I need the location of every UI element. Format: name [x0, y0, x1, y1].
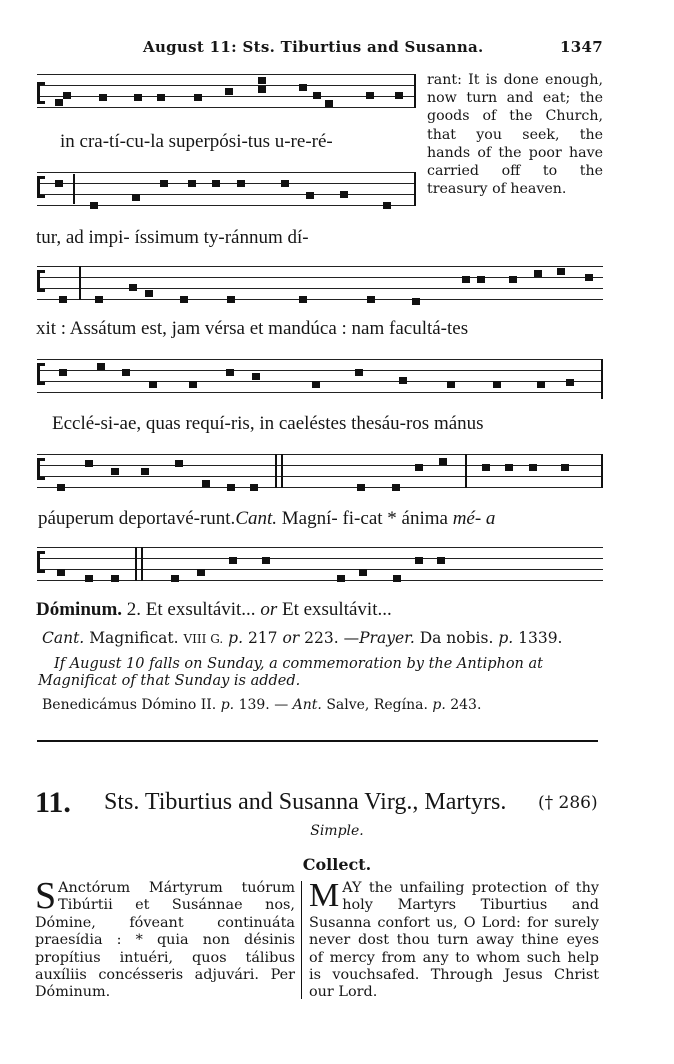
latin-initial: S	[35, 875, 57, 917]
latin-text: Anctórum Mártyrum tuórum Tibúrtii et Susánnae nos, Dómine, fóveant continuáta praesídia : * quia non désinis propítius intuéri, quos tálibus auxíliis concésseris adjuvári. Per Dóminum.	[35, 880, 295, 1001]
rubric-p: p.	[228, 629, 243, 647]
rubric-line-1	[42, 629, 562, 647]
rubric-ant: Ant.	[292, 697, 322, 713]
chant-staff-1	[37, 74, 415, 114]
column-separator	[301, 881, 302, 999]
collect-heading: Collect.	[302, 855, 372, 874]
benedicamus: Benedicámus Dómino II.	[42, 697, 217, 713]
magnificat-lyric: Magní- fi-cat * ánima	[281, 508, 448, 529]
rubric-page-139: 139. —	[238, 697, 289, 713]
et-exsultavit-2: Et exsultávit...	[281, 599, 392, 620]
me-a-lyric: mé- a	[452, 508, 496, 529]
or-label: or	[260, 599, 278, 620]
english-text: AY the unfailing protection of thy holy Martyrs Tiburtius and Susanna confort us, O Lord: for surely never dost thou turn away thine eyes of mercy from any to whom such help is vouchsafed. Through Jesus Christ our Lord.	[309, 880, 599, 1001]
side-translation: rant: It is done enough, now turn and eat; the goods of the Church, that you seek, the hands of the poor have carried off to the treasury of heaven.	[427, 72, 603, 198]
chant-staff-3	[37, 266, 603, 306]
page-number: 1347	[560, 38, 603, 56]
rubric-prayer: Prayer.	[359, 629, 415, 647]
cant-label: Cant.	[235, 508, 278, 529]
et-exsultavit-1: 2. Et exsultávit...	[126, 599, 256, 620]
rubric-p2: p.	[498, 629, 514, 647]
running-head-title: August 11: Sts. Tiburtius and Susanna.	[143, 38, 484, 56]
lyric-line-1: in cra-tí-cu-la superpósi-tus u-re-ré-	[60, 131, 333, 152]
rubric-tone: VIII G.	[183, 632, 224, 646]
feast-date-note: († 286)	[538, 793, 598, 813]
feast-number: 11.	[35, 786, 71, 819]
chant-staff-5	[37, 454, 603, 494]
rubric-page-217: 217	[247, 629, 278, 647]
lyric-line-3: xit : Assátum est, jam vérsa et mandúca : nam facultá-tes	[36, 318, 469, 339]
rubric-line-4	[42, 697, 481, 713]
chant-staff-4	[37, 359, 603, 399]
english-initial: M	[309, 877, 340, 914]
rubric-page-223: 223. —	[304, 629, 360, 647]
collect-english	[309, 877, 599, 1002]
rubric-p3: p.	[220, 697, 235, 713]
chant-staff-2	[37, 172, 415, 212]
lyric-line-6	[36, 599, 392, 621]
rubric-cant: Cant.	[42, 629, 85, 647]
section-divider	[37, 740, 598, 742]
lyric-line-4: Ecclé-si-ae, quas requí-ris, in caeléstes thesáu-ros mánus	[52, 413, 484, 434]
lyric-line-2: tur, ad impi- íssimum ty-ránnum dí-	[36, 227, 309, 248]
lyric-line-5-text: páuperum deportavé-runt.	[38, 508, 236, 529]
rubric-da-nobis: Da nobis.	[419, 629, 494, 647]
rubric-page-243: 243.	[450, 697, 482, 713]
chant-staff-6	[37, 547, 603, 587]
rubric-magnificat: Magnificat.	[89, 629, 179, 647]
feast-class: Simple.	[310, 823, 364, 839]
feast-title: Sts. Tiburtius and Susanna Virg., Martyrs.	[104, 789, 507, 815]
rubric-line-3: Magnificat of that Sunday is added.	[38, 673, 301, 689]
rubric-p4: p.	[432, 697, 446, 713]
rubric-line-2: If August 10 falls on Sunday, a commemoration by the Antiphon at	[54, 656, 543, 672]
rubric-page-1339: 1339.	[518, 629, 563, 647]
lyric-line-5	[38, 508, 495, 530]
rubric-or: or	[282, 629, 300, 647]
salve-regina: Salve, Regína.	[326, 697, 428, 713]
collect-latin	[35, 875, 295, 1002]
dominum-lyric: Dóminum.	[36, 599, 123, 620]
